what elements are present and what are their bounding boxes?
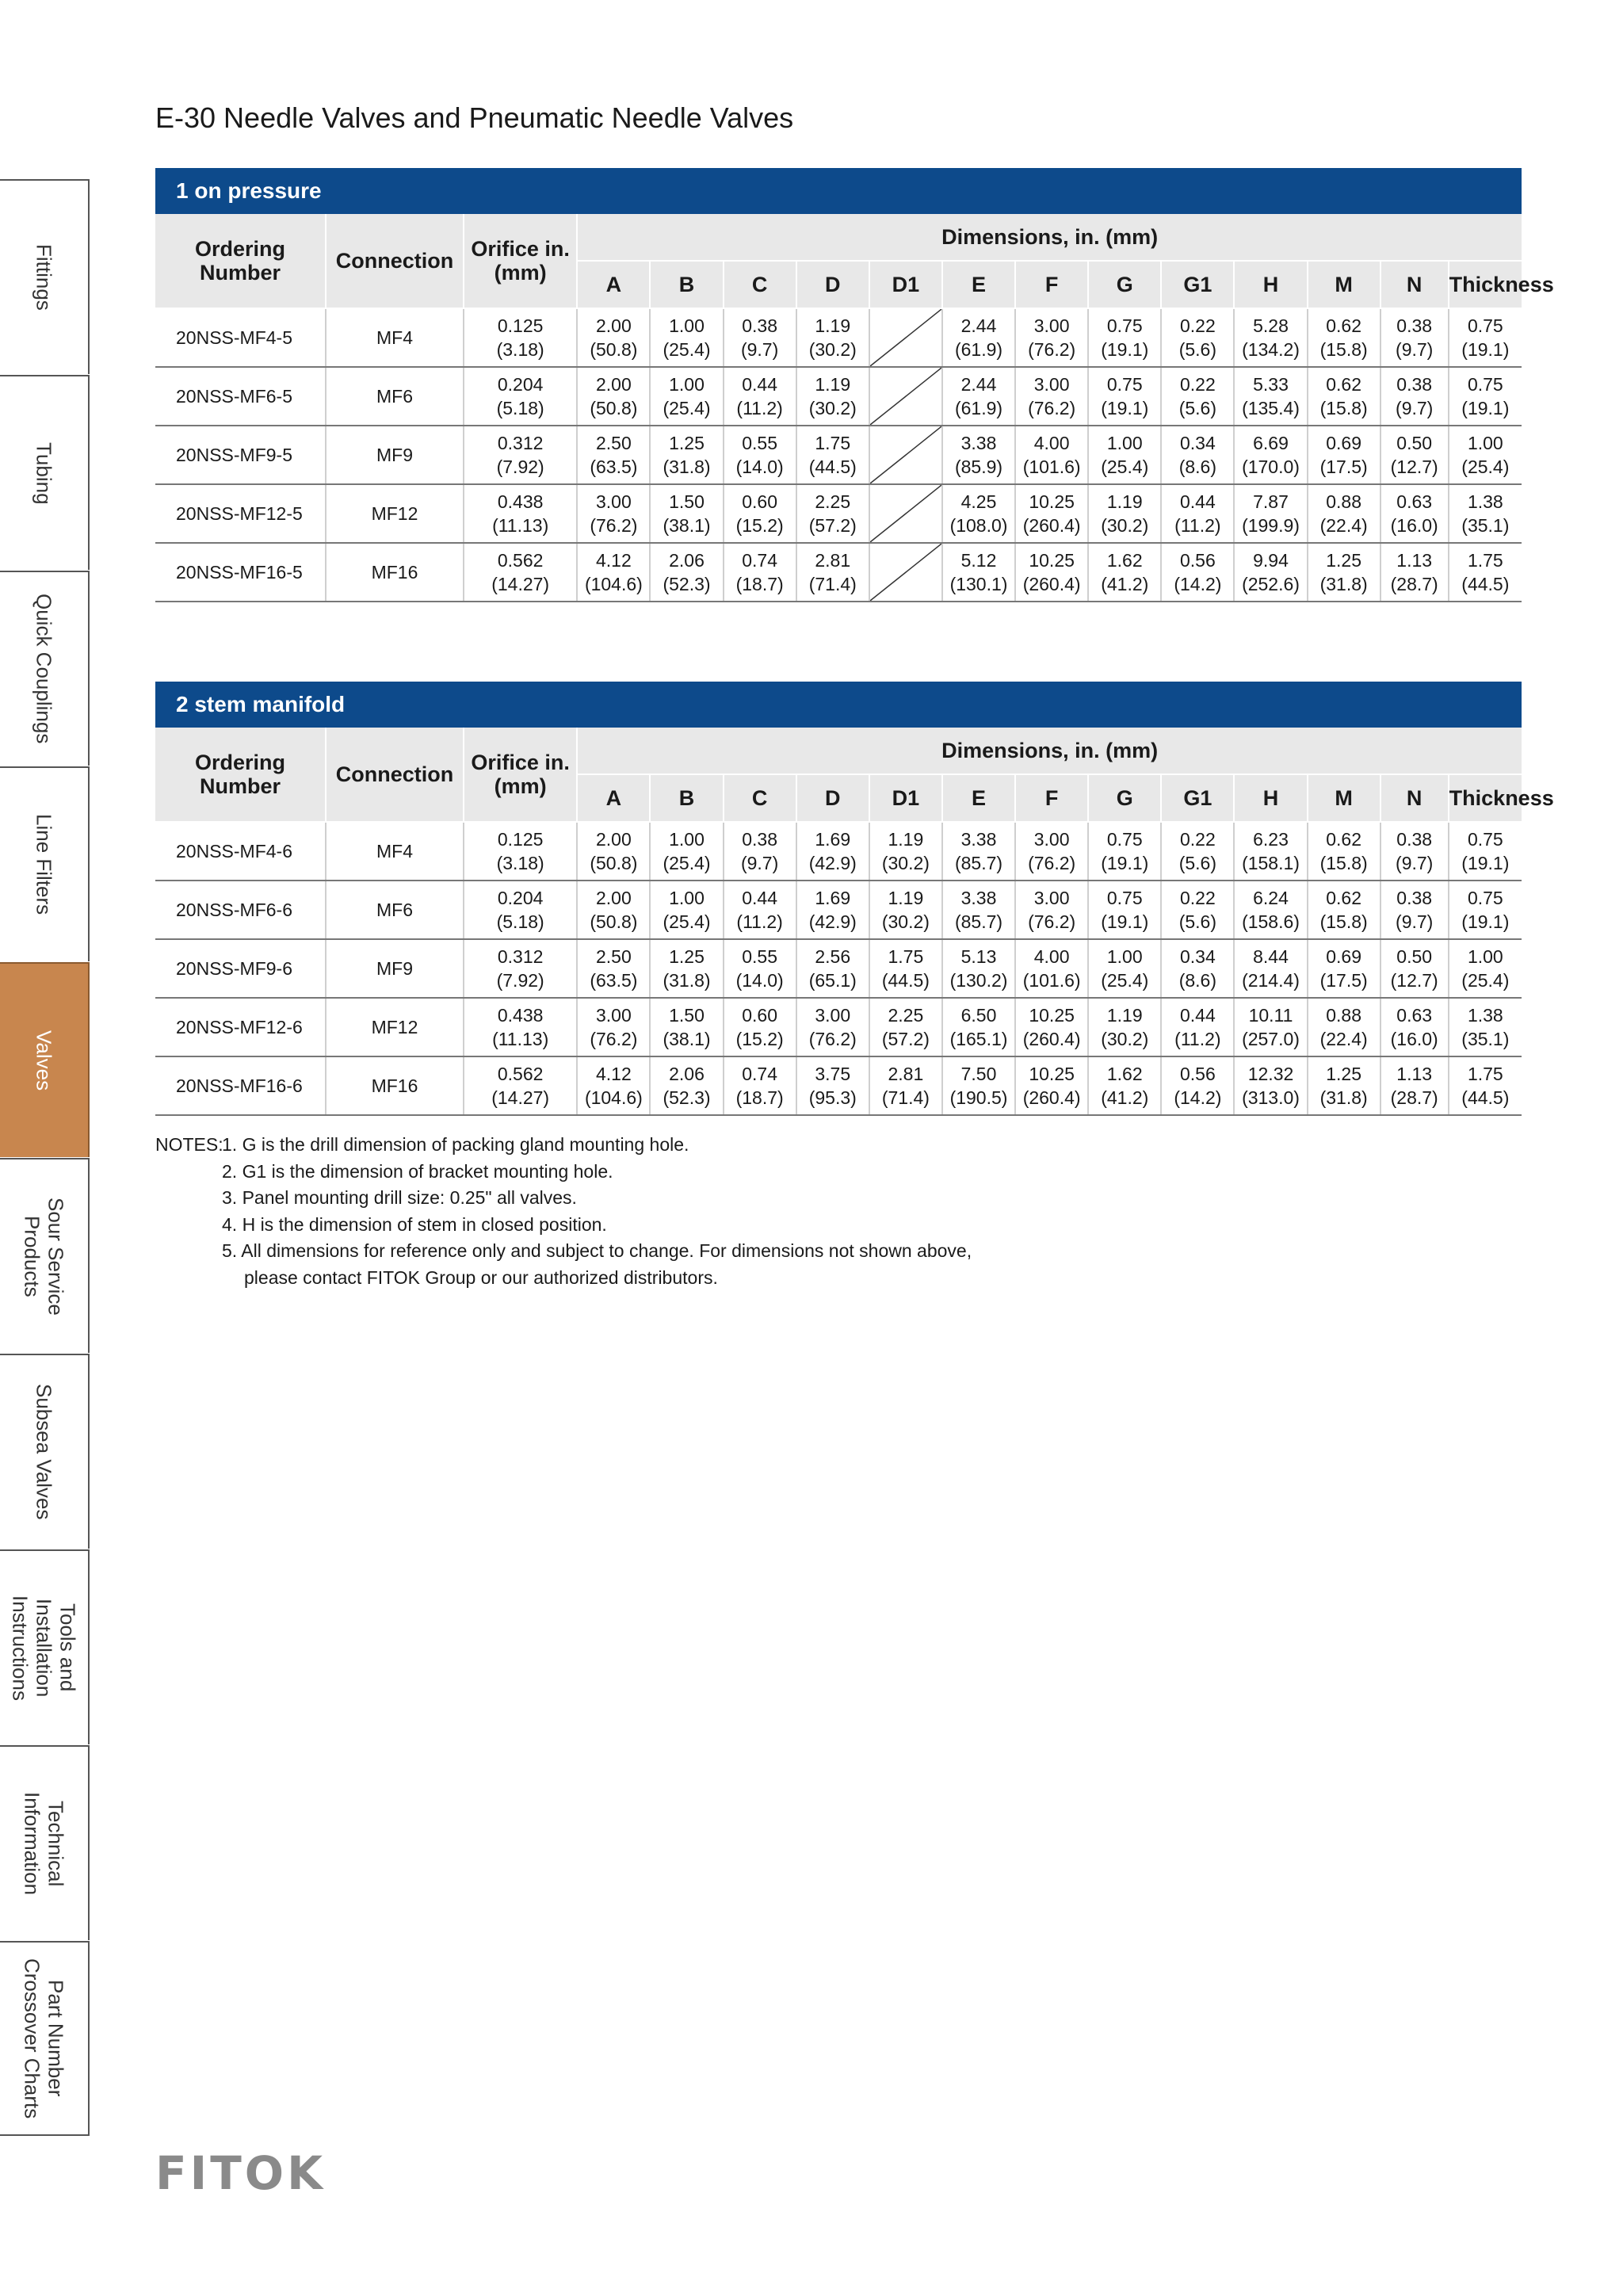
table-row (155, 484, 1522, 543)
dimension-cell: 1.19 (30.2) (869, 881, 942, 939)
orifice-cell: 0.312 (7.92) (464, 426, 577, 484)
dimension-cell: 0.44 (11.2) (1161, 484, 1234, 543)
sidebar-tab-label: Line Filters (32, 814, 56, 915)
dimension-cell: 0.62 (15.8) (1308, 308, 1381, 367)
dimension-cell: 10.11 (257.0) (1234, 998, 1307, 1056)
column-header: G1 (1161, 261, 1234, 308)
dimension-cell: 0.88 (22.4) (1308, 998, 1381, 1056)
dimension-cell: 1.13 (28.7) (1381, 543, 1449, 602)
column-header: A (577, 774, 650, 822)
diagonal-slash-icon (870, 485, 941, 542)
connection-cell: MF6 (326, 367, 464, 426)
dimensions-header: Dimensions, in. (mm) (577, 214, 1522, 261)
dimension-cell: 0.75 (19.1) (1088, 308, 1161, 367)
column-header: E (942, 261, 1015, 308)
dimension-cell: 2.81 (71.4) (869, 1056, 942, 1115)
dimension-cell: 1.25 (31.8) (1308, 1056, 1381, 1115)
connection-header: Connection (326, 214, 464, 308)
sidebar-tab-label: Quick Couplings (32, 594, 56, 744)
dimension-cell: 0.69 (17.5) (1308, 939, 1381, 998)
table-row (155, 1056, 1522, 1115)
dimension-cell: 5.12 (130.1) (942, 543, 1015, 602)
connection-cell: MF9 (326, 426, 464, 484)
connection-cell: MF12 (326, 484, 464, 543)
dimension-cell: 0.75 (19.1) (1449, 308, 1522, 367)
not-applicable-cell (869, 367, 942, 426)
connection-cell: MF16 (326, 543, 464, 602)
connection-cell: MF4 (326, 822, 464, 881)
dimension-cell: 6.50 (165.1) (942, 998, 1015, 1056)
sidebar-tab-label: Subsea Valves (32, 1384, 56, 1520)
dimensions-header: Dimensions, in. (mm) (577, 728, 1522, 774)
dimension-cell: 4.12 (104.6) (577, 1056, 650, 1115)
column-header: B (650, 774, 723, 822)
dimension-cell: 7.87 (199.9) (1234, 484, 1307, 543)
column-header: G (1088, 261, 1161, 308)
dimension-cell: 0.44 (11.2) (724, 367, 796, 426)
dimension-cell: 1.19 (30.2) (1088, 484, 1161, 543)
dimension-cell: 0.75 (19.1) (1449, 367, 1522, 426)
dimension-cell: 1.00 (25.4) (650, 367, 723, 426)
dimension-cell: 3.75 (95.3) (796, 1056, 869, 1115)
dimension-cell: 10.25 (260.4) (1015, 998, 1088, 1056)
sidebar-tab-label: Sour Service Products (20, 1197, 68, 1316)
sidebar-tab[interactable] (0, 1941, 90, 2136)
section-header: 2 stem manifold (155, 682, 1522, 728)
dimension-cell: 0.22 (5.6) (1161, 822, 1234, 881)
notes (155, 1132, 1344, 1291)
column-header: C (724, 774, 796, 822)
sidebar-tab[interactable] (0, 179, 90, 374)
dimension-cell: 2.50 (63.5) (577, 939, 650, 998)
connection-cell: MF6 (326, 881, 464, 939)
sidebar-tab-label: Valves (32, 1030, 56, 1091)
ordering-number-header: Ordering Number (155, 728, 326, 822)
dimension-cell: 0.74 (18.7) (724, 1056, 796, 1115)
dimension-cell: 2.06 (52.3) (650, 1056, 723, 1115)
column-header: M (1308, 774, 1381, 822)
dimension-cell: 0.55 (14.0) (724, 939, 796, 998)
orifice-header: Orifice in. (mm) (464, 214, 577, 308)
dimension-cell: 2.50 (63.5) (577, 426, 650, 484)
dimensions-table (155, 728, 1554, 1116)
dimension-cell: 0.88 (22.4) (1308, 484, 1381, 543)
fitok-logo: FITOK (155, 2146, 327, 2200)
column-header: H (1234, 261, 1307, 308)
column-header: F (1015, 261, 1088, 308)
orifice-cell: 0.312 (7.92) (464, 939, 577, 998)
sidebar-tab-label: Technical Information (20, 1791, 68, 1896)
dimension-cell: 0.56 (14.2) (1161, 1056, 1234, 1115)
dimension-cell: 1.00 (25.4) (650, 822, 723, 881)
notes-list (155, 1132, 1344, 1291)
not-applicable-cell (869, 484, 942, 543)
dimension-cell: 2.56 (65.1) (796, 939, 869, 998)
table-row (155, 822, 1522, 881)
note-item: 4. H is the dimension of stem in closed position. (222, 1213, 607, 1235)
dimension-cell: 1.75 (44.5) (1449, 543, 1522, 602)
dimension-cell: 10.25 (260.4) (1015, 484, 1088, 543)
dimension-cell: 1.25 (31.8) (1308, 543, 1381, 602)
dimension-cell: 0.34 (8.6) (1161, 426, 1234, 484)
dimension-cell: 3.00 (76.2) (1015, 308, 1088, 367)
connection-cell: MF12 (326, 998, 464, 1056)
orifice-cell: 0.562 (14.27) (464, 543, 577, 602)
not-applicable-cell (869, 308, 942, 367)
column-header: C (724, 261, 796, 308)
note-item: 2. G1 is the dimension of bracket mounting hole. (222, 1160, 613, 1182)
sidebar-tab-label: Tubing (32, 441, 56, 505)
dimension-cell: 1.75 (44.5) (869, 939, 942, 998)
dimension-cell: 1.69 (42.9) (796, 822, 869, 881)
dimension-cell: 0.22 (5.6) (1161, 881, 1234, 939)
diagonal-slash-icon (870, 309, 941, 366)
dimension-cell: 1.00 (25.4) (1088, 939, 1161, 998)
column-header: D (796, 261, 869, 308)
dimension-cell: 0.62 (15.8) (1308, 367, 1381, 426)
ordering-number-cell: 20NSS-MF12-6 (155, 998, 326, 1056)
orifice-cell: 0.438 (11.13) (464, 998, 577, 1056)
dimension-cell: 0.22 (5.6) (1161, 367, 1234, 426)
dimension-cell: 1.25 (31.8) (650, 426, 723, 484)
column-header: N (1381, 261, 1449, 308)
connection-cell: MF16 (326, 1056, 464, 1115)
dimension-cell: 1.00 (25.4) (1449, 939, 1522, 998)
dimension-cell: 2.81 (71.4) (796, 543, 869, 602)
dimension-cell: 1.00 (25.4) (650, 881, 723, 939)
column-header: Thickness (1449, 774, 1522, 822)
dimension-cell: 2.00 (50.8) (577, 822, 650, 881)
sidebar-tab[interactable] (0, 571, 90, 766)
dimension-cell: 0.44 (11.2) (724, 881, 796, 939)
dimension-cell: 0.60 (15.2) (724, 484, 796, 543)
orifice-cell: 0.204 (5.18) (464, 367, 577, 426)
dimension-cell: 0.74 (18.7) (724, 543, 796, 602)
ordering-number-header: Ordering Number (155, 214, 326, 308)
sidebar-tab-label: Part Number Crossover Charts (20, 1958, 68, 2119)
dimension-cell: 0.75 (19.1) (1449, 822, 1522, 881)
dimension-cell: 3.00 (76.2) (796, 998, 869, 1056)
dimension-cell: 4.00 (101.6) (1015, 939, 1088, 998)
dimension-cell: 2.00 (50.8) (577, 308, 650, 367)
connection-cell: MF9 (326, 939, 464, 998)
dimension-cell: 3.00 (76.2) (1015, 367, 1088, 426)
dimension-cell: 1.62 (41.2) (1088, 1056, 1161, 1115)
page-title: E-30 Needle Valves and Pneumatic Needle Valves (155, 101, 794, 134)
table-section-on-pressure (155, 168, 1554, 602)
dimension-cell: 1.00 (25.4) (1088, 426, 1161, 484)
dimension-cell: 2.25 (57.2) (796, 484, 869, 543)
ordering-number-cell: 20NSS-MF4-5 (155, 308, 326, 367)
dimension-cell: 7.50 (190.5) (942, 1056, 1015, 1115)
dimension-cell: 8.44 (214.4) (1234, 939, 1307, 998)
dimension-cell: 1.25 (31.8) (650, 939, 723, 998)
dimension-cell: 2.06 (52.3) (650, 543, 723, 602)
dimension-cell: 1.69 (42.9) (796, 881, 869, 939)
dimension-cell: 10.25 (260.4) (1015, 1056, 1088, 1115)
dimension-cell: 1.19 (30.2) (1088, 998, 1161, 1056)
dimension-cell: 1.38 (35.1) (1449, 998, 1522, 1056)
ordering-number-cell: 20NSS-MF9-5 (155, 426, 326, 484)
dimension-cell: 0.38 (9.7) (1381, 881, 1449, 939)
ordering-number-cell: 20NSS-MF12-5 (155, 484, 326, 543)
dimension-cell: 1.50 (38.1) (650, 484, 723, 543)
dimension-cell: 5.33 (135.4) (1234, 367, 1307, 426)
column-header: G (1088, 774, 1161, 822)
dimension-cell: 2.25 (57.2) (869, 998, 942, 1056)
column-header: D1 (869, 774, 942, 822)
dimension-cell: 1.13 (28.7) (1381, 1056, 1449, 1115)
dimension-cell: 5.28 (134.2) (1234, 308, 1307, 367)
note-item: 1. G is the drill dimension of packing gland mounting hole. (222, 1134, 689, 1155)
notes-label: NOTES: (155, 1134, 223, 1155)
orifice-cell: 0.562 (14.27) (464, 1056, 577, 1115)
section-header: 1 on pressure (155, 168, 1522, 214)
dimension-cell: 1.19 (30.2) (869, 822, 942, 881)
table-row (155, 881, 1522, 939)
dimension-cell: 1.50 (38.1) (650, 998, 723, 1056)
dimension-cell: 4.12 (104.6) (577, 543, 650, 602)
sidebar-tab[interactable] (0, 1354, 90, 1549)
dimension-cell: 3.00 (76.2) (1015, 822, 1088, 881)
ordering-number-cell: 20NSS-MF6-6 (155, 881, 326, 939)
table-row (155, 308, 1522, 367)
dimension-cell: 3.38 (85.9) (942, 426, 1015, 484)
sidebar-tab[interactable] (0, 1745, 90, 1940)
dimension-cell: 0.56 (14.2) (1161, 543, 1234, 602)
orifice-header: Orifice in. (mm) (464, 728, 577, 822)
diagonal-slash-icon (870, 544, 941, 601)
dimension-cell: 2.00 (50.8) (577, 881, 650, 939)
not-applicable-cell (869, 543, 942, 602)
ordering-number-cell: 20NSS-MF16-6 (155, 1056, 326, 1115)
table-section-stem-manifold (155, 682, 1554, 1116)
orifice-cell: 0.204 (5.18) (464, 881, 577, 939)
ordering-number-cell: 20NSS-MF9-6 (155, 939, 326, 998)
dimension-cell: 2.00 (50.8) (577, 367, 650, 426)
dimension-cell: 0.62 (15.8) (1308, 881, 1381, 939)
dimension-cell: 1.00 (25.4) (650, 308, 723, 367)
dimension-cell: 6.69 (170.0) (1234, 426, 1307, 484)
column-header: A (577, 261, 650, 308)
table-row (155, 367, 1522, 426)
sidebar-tab[interactable] (0, 766, 90, 961)
column-header: B (650, 261, 723, 308)
orifice-cell: 0.125 (3.18) (464, 822, 577, 881)
sidebar-tab[interactable] (0, 375, 90, 570)
dimension-cell: 0.75 (19.1) (1088, 881, 1161, 939)
column-header: D (796, 774, 869, 822)
connection-header: Connection (326, 728, 464, 822)
dimension-cell: 0.50 (12.7) (1381, 426, 1449, 484)
dimension-cell: 6.23 (158.1) (1234, 822, 1307, 881)
column-header: F (1015, 774, 1088, 822)
ordering-number-cell: 20NSS-MF4-6 (155, 822, 326, 881)
dimension-cell: 0.62 (15.8) (1308, 822, 1381, 881)
table-row (155, 998, 1522, 1056)
column-header: E (942, 774, 1015, 822)
dimension-cell: 0.75 (19.1) (1088, 367, 1161, 426)
dimension-cell: 2.44 (61.9) (942, 367, 1015, 426)
note-item: 3. Panel mounting drill size: 0.25" all valves. (222, 1187, 577, 1208)
dimension-cell: 3.38 (85.7) (942, 822, 1015, 881)
sidebar-tab[interactable] (0, 1549, 90, 1744)
dimension-cell: 9.94 (252.6) (1234, 543, 1307, 602)
dimensions-table (155, 214, 1554, 602)
table-row (155, 939, 1522, 998)
dimension-cell: 6.24 (158.6) (1234, 881, 1307, 939)
dimension-cell: 0.38 (9.7) (1381, 367, 1449, 426)
sidebar-tab[interactable] (0, 1158, 90, 1353)
dimension-cell: 0.34 (8.6) (1161, 939, 1234, 998)
dimension-cell: 1.62 (41.2) (1088, 543, 1161, 602)
dimension-cell: 4.25 (108.0) (942, 484, 1015, 543)
dimension-cell: 1.19 (30.2) (796, 367, 869, 426)
not-applicable-cell (869, 426, 942, 484)
diagonal-slash-icon (870, 368, 941, 425)
sidebar-tab[interactable] (0, 962, 90, 1157)
dimension-cell: 0.69 (17.5) (1308, 426, 1381, 484)
connection-cell: MF4 (326, 308, 464, 367)
dimension-cell: 0.55 (14.0) (724, 426, 796, 484)
dimension-cell: 0.44 (11.2) (1161, 998, 1234, 1056)
dimension-cell: 0.75 (19.1) (1088, 822, 1161, 881)
dimension-cell: 5.13 (130.2) (942, 939, 1015, 998)
dimension-cell: 2.44 (61.9) (942, 308, 1015, 367)
column-header: H (1234, 774, 1307, 822)
dimension-cell: 0.38 (9.7) (1381, 822, 1449, 881)
column-header: N (1381, 774, 1449, 822)
table-row (155, 426, 1522, 484)
ordering-number-cell: 20NSS-MF6-5 (155, 367, 326, 426)
dimension-cell: 0.38 (9.7) (724, 822, 796, 881)
sidebar-tab-label: Tools and Installation Instructions (8, 1595, 80, 1701)
dimension-cell: 0.38 (9.7) (724, 308, 796, 367)
dimension-cell: 10.25 (260.4) (1015, 543, 1088, 602)
column-header: Thickness (1449, 261, 1522, 308)
dimension-cell: 1.00 (25.4) (1449, 426, 1522, 484)
dimension-cell: 0.60 (15.2) (724, 998, 796, 1056)
table-row (155, 543, 1522, 602)
ordering-number-cell: 20NSS-MF16-5 (155, 543, 326, 602)
column-header: M (1308, 261, 1381, 308)
dimension-cell: 0.75 (19.1) (1449, 881, 1522, 939)
dimension-cell: 0.63 (16.0) (1381, 484, 1449, 543)
dimension-cell: 3.38 (85.7) (942, 881, 1015, 939)
dimension-cell: 1.19 (30.2) (796, 308, 869, 367)
dimension-cell: 3.00 (76.2) (577, 998, 650, 1056)
sidebar-tab-label: Fittings (32, 244, 56, 311)
dimension-cell: 4.00 (101.6) (1015, 426, 1088, 484)
dimension-cell: 0.63 (16.0) (1381, 998, 1449, 1056)
dimension-cell: 12.32 (313.0) (1234, 1056, 1307, 1115)
column-header: D1 (869, 261, 942, 308)
orifice-cell: 0.438 (11.13) (464, 484, 577, 543)
dimension-cell: 0.50 (12.7) (1381, 939, 1449, 998)
dimension-cell: 0.38 (9.7) (1381, 308, 1449, 367)
dimension-cell: 1.75 (44.5) (796, 426, 869, 484)
dimension-cell: 3.00 (76.2) (1015, 881, 1088, 939)
note-item: 5. All dimensions for reference only and subject to change. For dimensions not shown above, (222, 1240, 972, 1261)
note-item: please contact FITOK Group or our authorized distributors. (244, 1266, 718, 1288)
dimension-cell: 1.75 (44.5) (1449, 1056, 1522, 1115)
column-header: G1 (1161, 774, 1234, 822)
dimension-cell: 0.22 (5.6) (1161, 308, 1234, 367)
dimension-cell: 3.00 (76.2) (577, 484, 650, 543)
orifice-cell: 0.125 (3.18) (464, 308, 577, 367)
dimension-cell: 1.38 (35.1) (1449, 484, 1522, 543)
diagonal-slash-icon (870, 426, 941, 483)
